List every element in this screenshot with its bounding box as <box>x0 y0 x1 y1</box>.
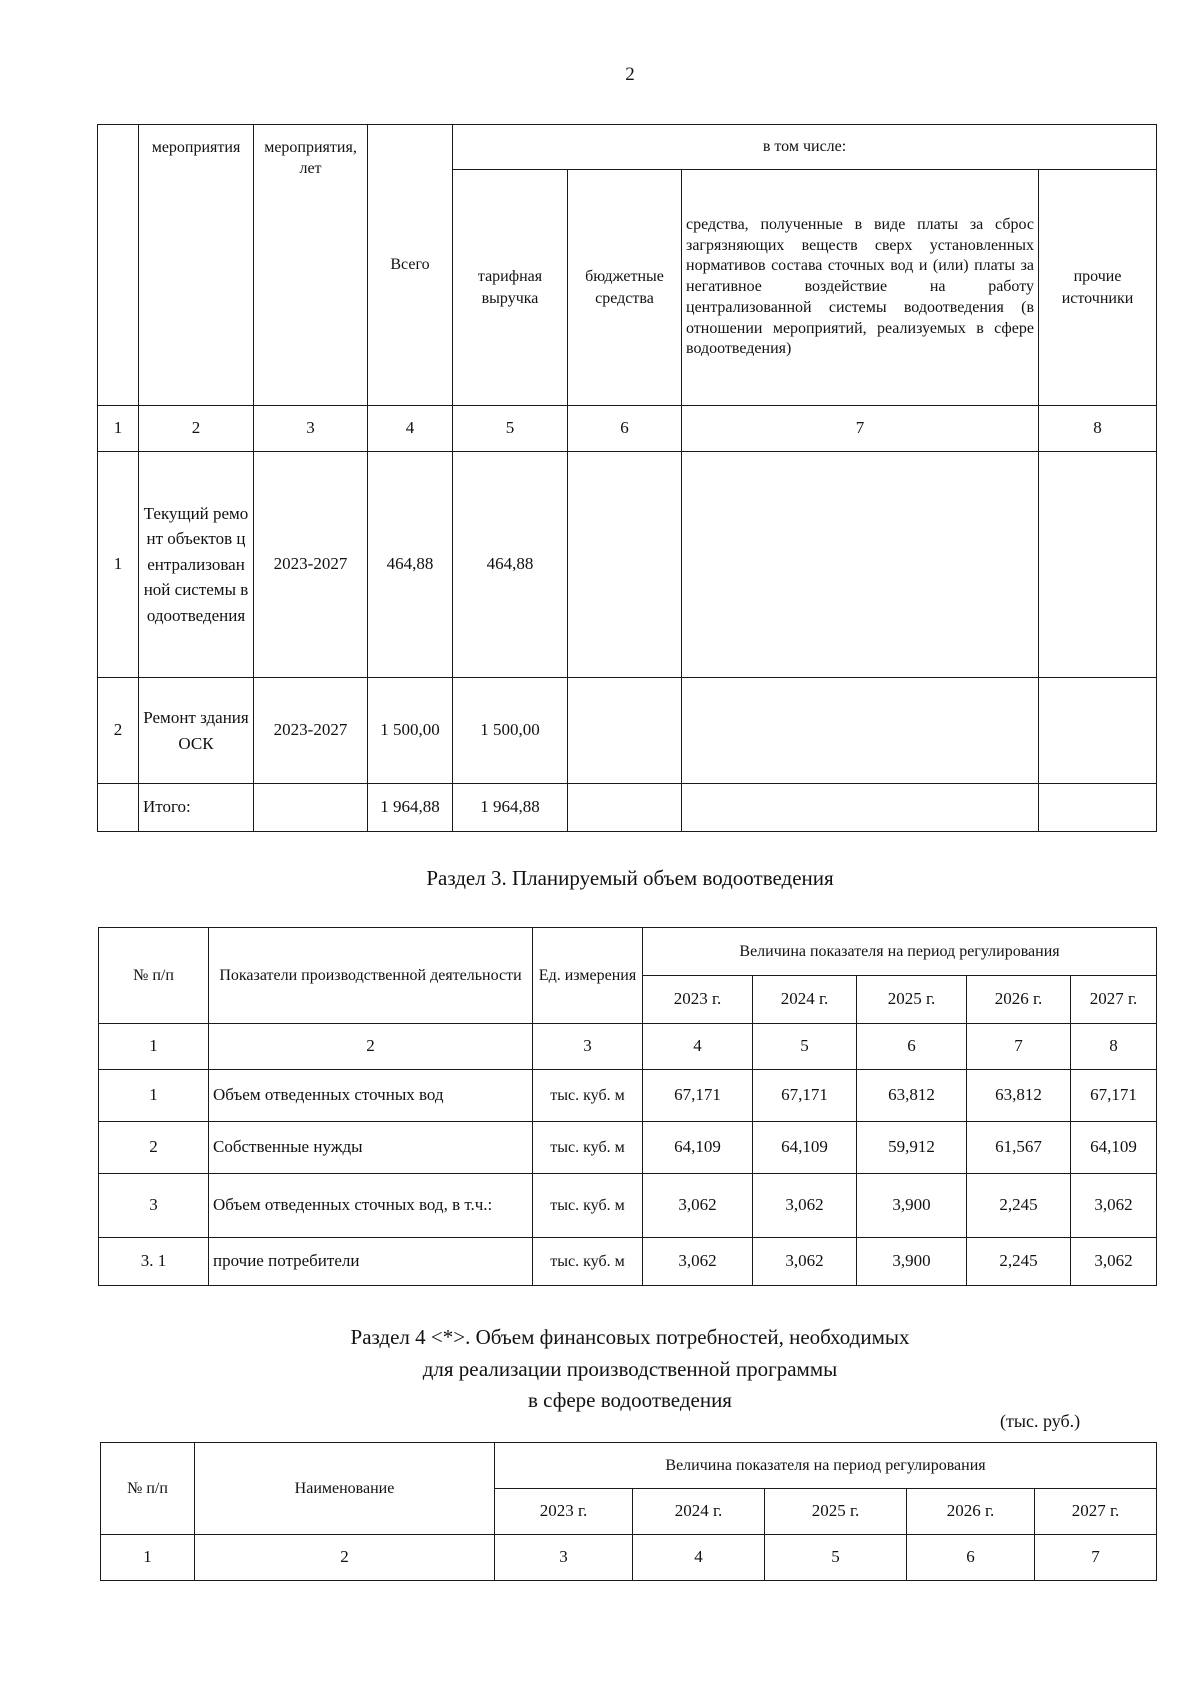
row-value: 67,171 <box>753 1070 857 1122</box>
row-value: 2,245 <box>967 1174 1071 1238</box>
row-tariff: 464,88 <box>453 452 568 678</box>
header-period: мероприятия, лет <box>254 125 368 406</box>
row-value: 67,171 <box>643 1070 753 1122</box>
row-value: 3,062 <box>1071 1174 1157 1238</box>
row-name: Текущий ремонт объектов централизованной системы водоотведения <box>139 452 254 678</box>
row-number: 1 <box>99 1070 209 1122</box>
row-tariff: 1 500,00 <box>453 678 568 784</box>
section3-title: Раздел 3. Планируемый объем водоотведения <box>426 866 834 890</box>
table-row <box>99 1122 1157 1174</box>
header-total: Всего <box>368 125 453 406</box>
financial-needs-table <box>100 1442 1157 1581</box>
section4-title-line: для реализации производственной программы <box>422 1356 838 1381</box>
total-row <box>98 784 1157 832</box>
year-header: 2026 г. <box>907 1489 1035 1535</box>
col-number: 4 <box>643 1024 753 1070</box>
row-value: 64,109 <box>753 1122 857 1174</box>
investment-table <box>97 124 1157 832</box>
row-value: 61,567 <box>967 1122 1071 1174</box>
header-cell-1 <box>98 125 139 406</box>
col-number: 6 <box>907 1535 1035 1581</box>
row-total: 464,88 <box>368 452 453 678</box>
header-indicators: Показатели производственной деятельности <box>209 928 533 1024</box>
year-header: 2025 г. <box>857 976 967 1024</box>
row-value: 3,062 <box>753 1238 857 1286</box>
header-unit: Ед. измерения <box>533 928 643 1024</box>
year-header: 2027 г. <box>1035 1489 1157 1535</box>
table-row <box>99 1174 1157 1238</box>
col-number: 1 <box>101 1535 195 1581</box>
row-name: Собственные нужды <box>209 1122 533 1174</box>
col-number: 2 <box>195 1535 495 1581</box>
total-label: Итого: <box>139 784 254 832</box>
row-period: 2023-2027 <box>254 678 368 784</box>
col-number: 6 <box>857 1024 967 1070</box>
row-value: 3,900 <box>857 1174 967 1238</box>
row-number: 1 <box>98 452 139 678</box>
header-period: Величина показателя на период регулирования <box>495 1443 1157 1489</box>
header-including: в том числе: <box>453 125 1157 170</box>
col-number: 4 <box>368 406 453 452</box>
total-tariff: 1 964,88 <box>453 784 568 832</box>
col-number: 3 <box>533 1024 643 1070</box>
row-value: 64,109 <box>643 1122 753 1174</box>
row-name: Объем отведенных сточных вод, в т.ч.: <box>209 1174 533 1238</box>
header-other: прочие источники <box>1039 170 1157 406</box>
col-number: 5 <box>765 1535 907 1581</box>
units-note: (тыс. руб.) <box>1000 1411 1081 1431</box>
col-number: 4 <box>633 1535 765 1581</box>
col-number: 5 <box>453 406 568 452</box>
col-number: 2 <box>139 406 254 452</box>
row-value: 67,171 <box>1071 1070 1157 1122</box>
year-header: 2026 г. <box>967 976 1071 1024</box>
row-unit: тыс. куб. м <box>533 1238 643 1286</box>
col-number: 5 <box>753 1024 857 1070</box>
row-value: 63,812 <box>967 1070 1071 1122</box>
row-period: 2023-2027 <box>254 452 368 678</box>
col-number: 6 <box>568 406 682 452</box>
header-period: Величина показателя на период регулирования <box>643 928 1157 976</box>
total-value: 1 964,88 <box>368 784 453 832</box>
col-number: 8 <box>1039 406 1157 452</box>
table-row <box>98 678 1157 784</box>
col-number: 3 <box>495 1535 633 1581</box>
year-header: 2027 г. <box>1071 976 1157 1024</box>
col-number: 1 <box>98 406 139 452</box>
section4-title <box>0 1322 1200 1417</box>
header-name: Наименование <box>195 1443 495 1535</box>
year-header: 2025 г. <box>765 1489 907 1535</box>
row-value: 63,812 <box>857 1070 967 1122</box>
row-name: прочие потребители <box>209 1238 533 1286</box>
row-number: 2 <box>98 678 139 784</box>
row-unit: тыс. куб. м <box>533 1122 643 1174</box>
row-value: 3,062 <box>643 1238 753 1286</box>
row-unit: тыс. куб. м <box>533 1174 643 1238</box>
column-number-row <box>98 406 1157 452</box>
wastewater-volume-table <box>98 927 1157 1286</box>
row-value: 64,109 <box>1071 1122 1157 1174</box>
col-number: 7 <box>1035 1535 1157 1581</box>
col-number: 7 <box>682 406 1039 452</box>
row-number: 3. 1 <box>99 1238 209 1286</box>
col-number: 1 <box>99 1024 209 1070</box>
section4-title-line: в сфере водоотведения <box>528 1388 732 1412</box>
row-value: 3,062 <box>643 1174 753 1238</box>
col-number: 7 <box>967 1024 1071 1070</box>
year-header: 2024 г. <box>633 1489 765 1535</box>
col-number: 8 <box>1071 1024 1157 1070</box>
header-num: № п/п <box>99 928 209 1024</box>
row-value: 3,062 <box>753 1174 857 1238</box>
row-name: Объем отведенных сточных вод <box>209 1070 533 1122</box>
row-value: 3,062 <box>1071 1238 1157 1286</box>
column-number-row <box>99 1024 1157 1070</box>
table-row <box>99 1070 1157 1122</box>
row-unit: тыс. куб. м <box>533 1070 643 1122</box>
row-value: 59,912 <box>857 1122 967 1174</box>
column-number-row <box>101 1535 1157 1581</box>
row-number: 3 <box>99 1174 209 1238</box>
header-tariff: тарифная выручка <box>453 170 568 406</box>
row-total: 1 500,00 <box>368 678 453 784</box>
row-name: Ремонт здания ОСК <box>139 678 254 784</box>
header-measure: мероприятия <box>139 125 254 406</box>
header-num: № п/п <box>101 1443 195 1535</box>
row-value: 2,245 <box>967 1238 1071 1286</box>
table-row <box>98 452 1157 678</box>
section4-title-line: Раздел 4 <*>. Объем финансовых потребностей, необходимых <box>350 1325 910 1349</box>
col-number: 3 <box>254 406 368 452</box>
col-number: 2 <box>209 1024 533 1070</box>
row-number: 2 <box>99 1122 209 1174</box>
header-budget: бюджетные средства <box>568 170 682 406</box>
page-number: 2 <box>625 64 635 85</box>
year-header: 2023 г. <box>643 976 753 1024</box>
year-header: 2023 г. <box>495 1489 633 1535</box>
row-value: 3,900 <box>857 1238 967 1286</box>
header-fees: средства, полученные в виде платы за сброс загрязняющих веществ сверх установленных нормативов состава сточных вод и (или) платы за негативное воздействие на работу централизованной системы водоотведения (в отношении мероприятий, реализуемых в сфере водоотведения) <box>682 170 1039 406</box>
year-header: 2024 г. <box>753 976 857 1024</box>
table-row <box>99 1238 1157 1286</box>
